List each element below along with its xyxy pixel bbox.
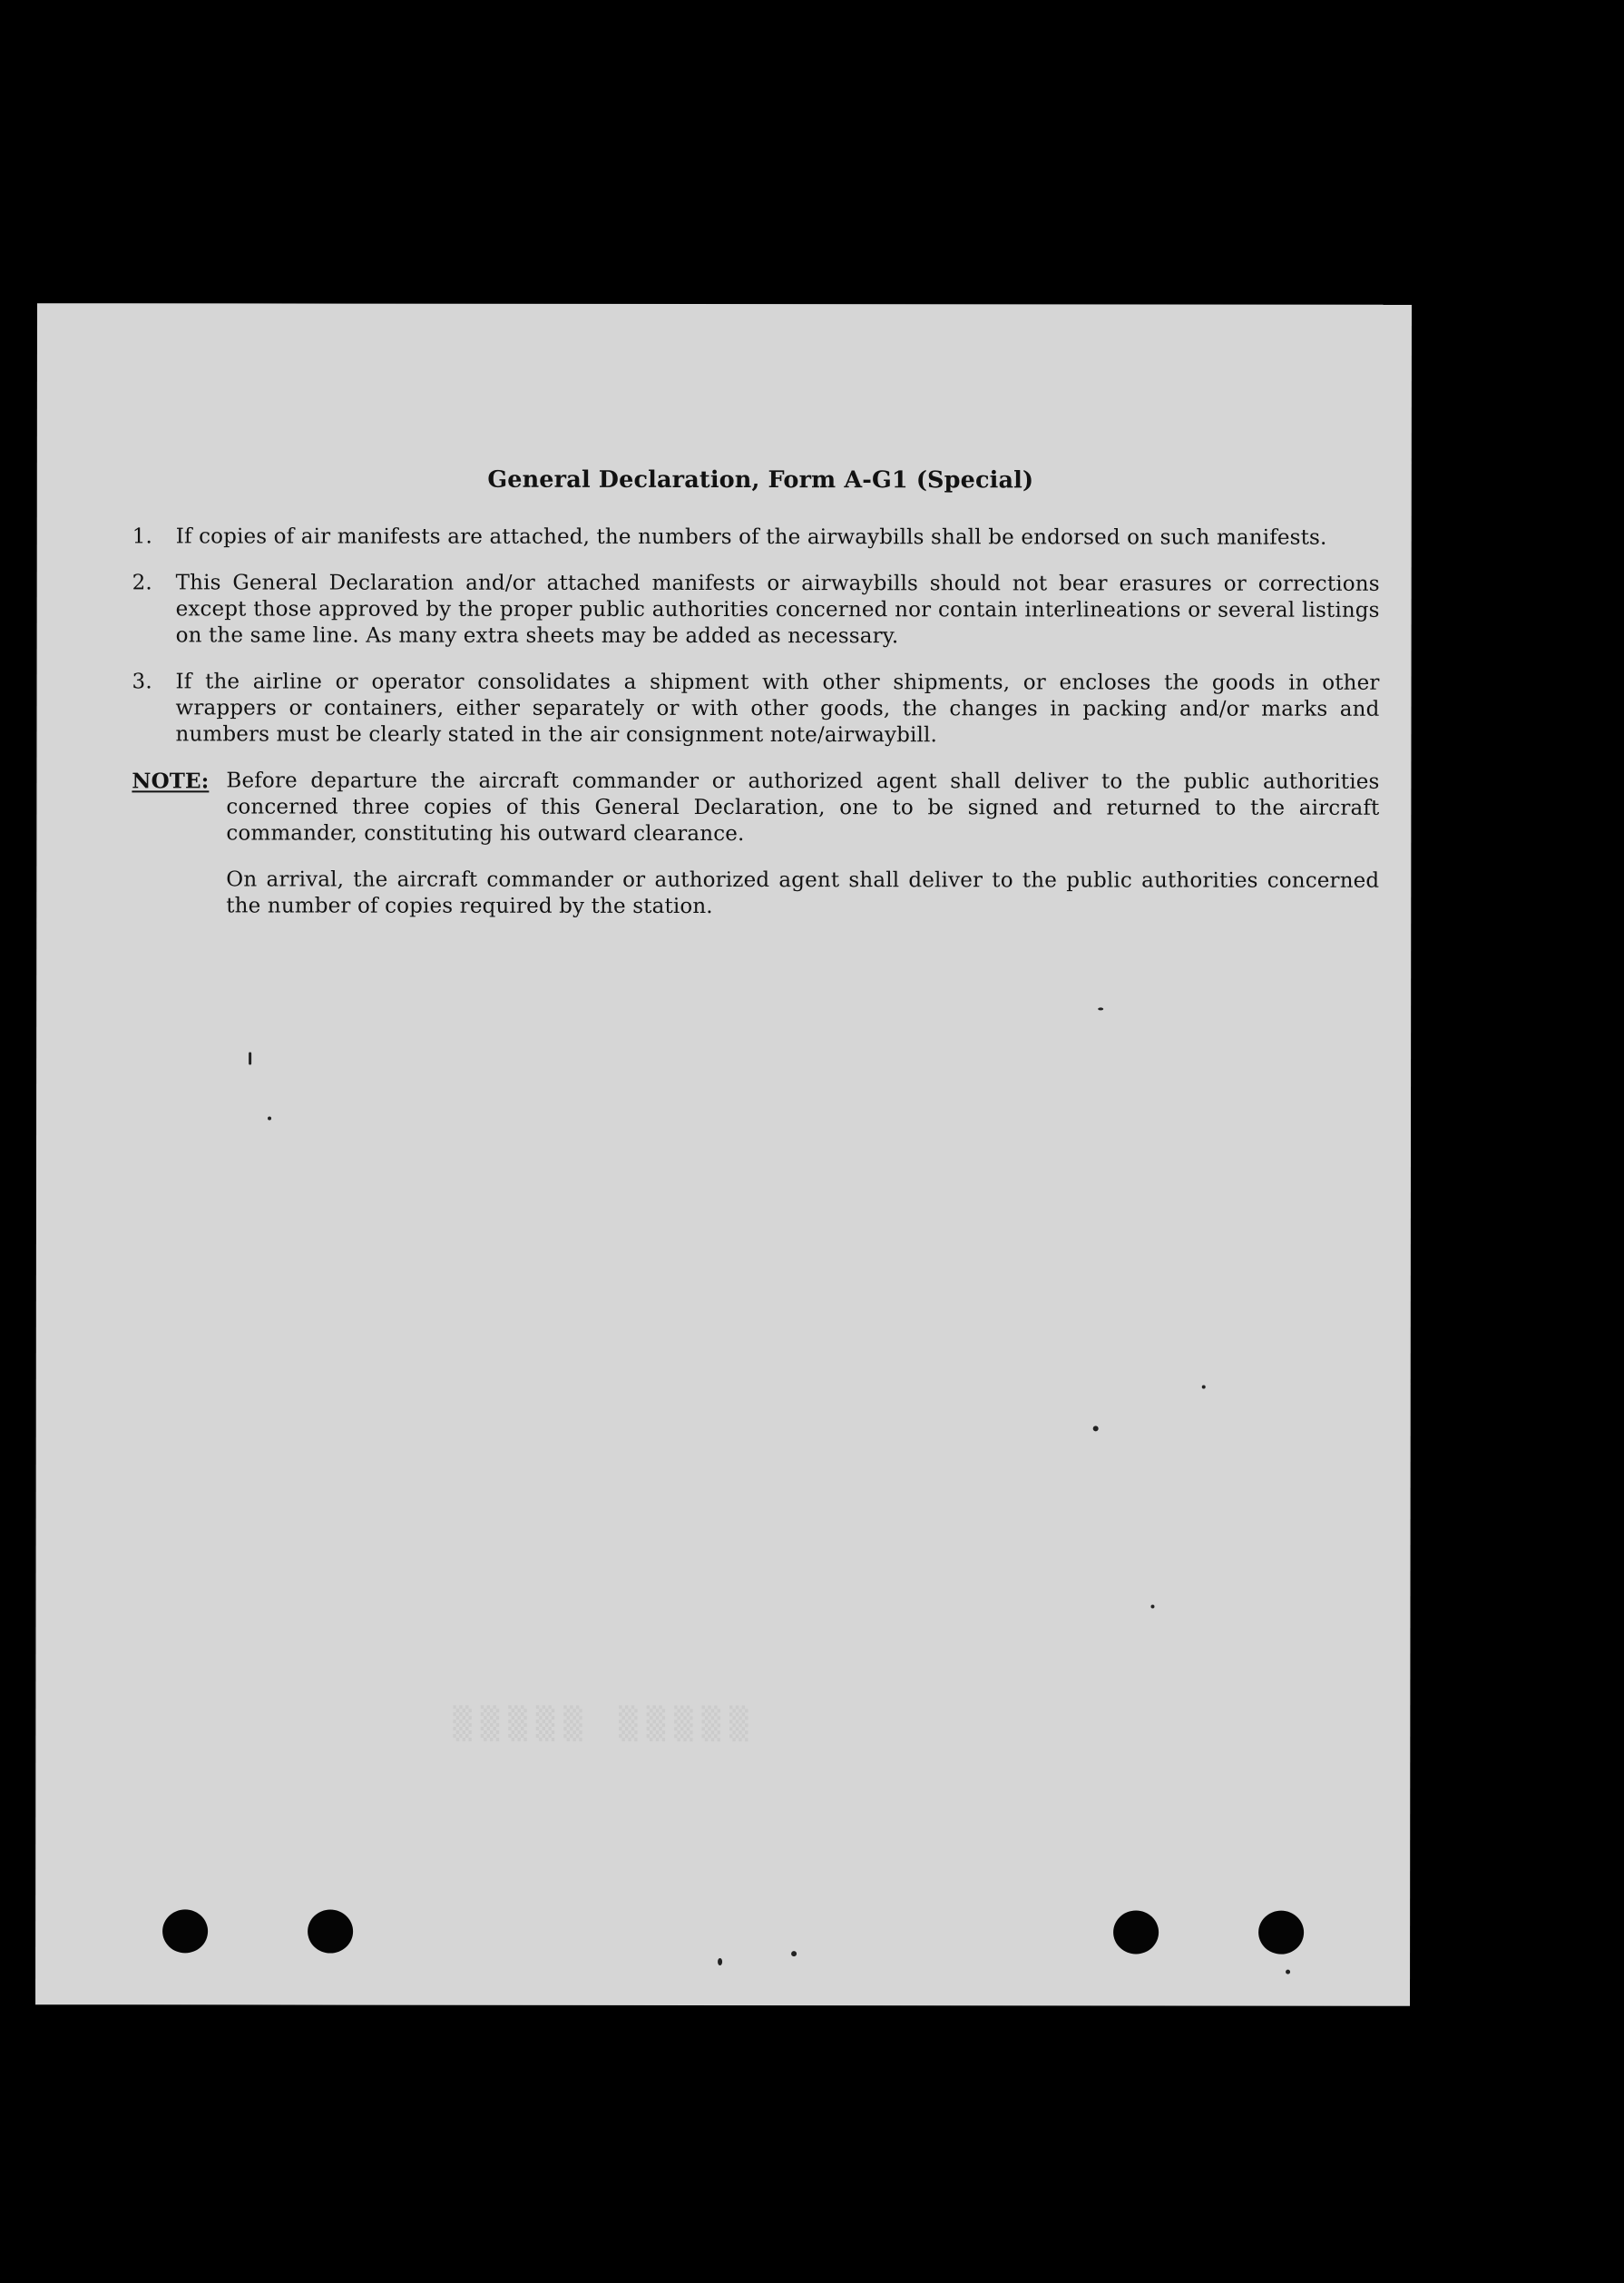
dust-speck [718, 1958, 722, 1965]
note-section [132, 768, 1379, 920]
dust-speck [1150, 1604, 1154, 1608]
document-body [132, 466, 1380, 940]
item-text: This General Declaration and/or attached manifests or airwaybills should not bear erasures or corrections except those approved by the proper public authorities concerned nor contain interlineations or several listings on the same line. As many extra sheets may be added as necessary. [175, 571, 1380, 649]
item-text: If copies of air manifests are attached, the numbers of the airwaybills shall be endorsed on such manifests. [175, 524, 1327, 550]
dust-speck [1098, 1007, 1103, 1010]
document-title: General Declaration, Form A-G1 (Special) [487, 465, 1034, 495]
dust-speck [1286, 1970, 1290, 1974]
instruction-item-2 [132, 570, 1380, 650]
instruction-item-1 [132, 524, 1380, 551]
dust-speck [791, 1951, 797, 1956]
document-sheet [35, 303, 1412, 2006]
item-number: 2. [132, 571, 152, 595]
punch-hole-2 [308, 1910, 353, 1954]
dust-speck [1093, 1426, 1099, 1431]
note-paragraph-2: On arrival, the aircraft commander or authorized agent shall deliver to the public authorities concerned the number of copies required by the station. [226, 867, 1380, 918]
bleed-through-text: ▒▒▒▒▒ ▒▒▒▒▒ [453, 1705, 758, 1743]
punch-hole-4 [1258, 1911, 1304, 1955]
dust-speck [249, 1052, 251, 1064]
item-text: If the airline or operator consolidates a shipment with other shipments, or encloses the goods in other wrappers or containers, either separately or with other goods, the changes in packing and/or marks and numbers must be clearly stated in the air consignment note/airwaybill. [175, 670, 1380, 748]
dust-speck [1202, 1386, 1206, 1389]
punch-hole-3 [1113, 1910, 1159, 1954]
dust-speck [268, 1116, 271, 1120]
note-paragraph-1: Before departure the aircraft commander or authorized agent shall deliver to the public authorities concerned three copies of this General Declaration, one to be signed and returned to the aircraft commander, constituting his outward clearance. [226, 769, 1380, 847]
instruction-item-3 [132, 669, 1379, 749]
punch-hole-1 [162, 1909, 208, 1953]
note-label: NOTE: [132, 769, 210, 794]
item-number: 1. [132, 524, 152, 549]
item-number: 3. [132, 670, 152, 694]
